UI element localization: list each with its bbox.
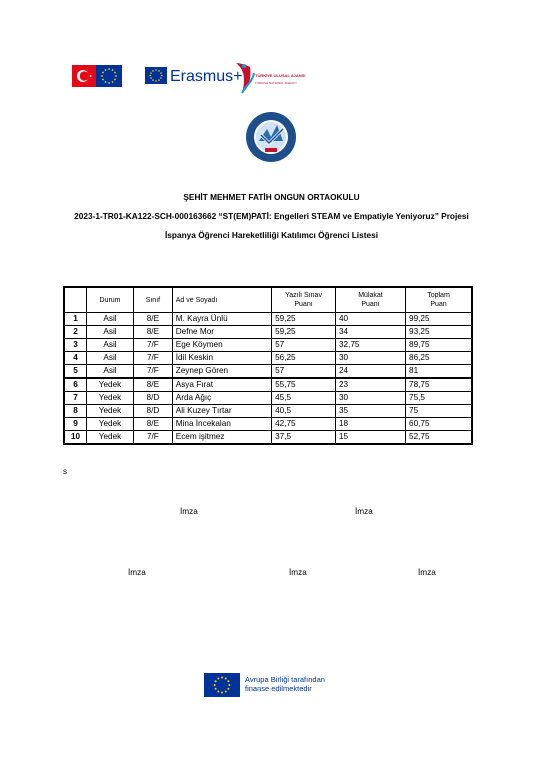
header-toplam-line2: Puan [430,301,447,308]
eu-flag-icon [96,65,122,87]
cell-yazili: 57 [272,365,336,379]
signature-label: İmza [418,568,436,577]
signature-label: İmza [180,507,198,516]
cell-no: 3 [64,339,86,352]
cell-no: 5 [64,365,86,379]
cell-sinif: 8/E [134,378,173,392]
cell-yazili: 42,75 [272,418,336,431]
header-mulakat [335,287,405,313]
cell-mulakat: 30 [335,352,405,365]
cell-mulakat: 35 [335,405,405,418]
cell-sinif: 7/F [134,339,173,352]
cell-no: 9 [64,418,86,431]
table-header-row [64,287,472,313]
eu-funding-line2: finanse edilmektedir [245,684,312,693]
cell-durum: Yedek [86,418,133,431]
cell-yazili: 56,25 [272,352,336,365]
participant-table [63,286,473,445]
header-sinif: Sınıf [134,287,173,313]
cell-sinif: 8/E [134,313,173,326]
cell-durum: Asil [86,339,133,352]
cell-ad: Ege Köymen [172,339,271,352]
cell-mulakat: 23 [335,378,405,392]
header-yazili [272,287,336,313]
eu-funding-text [245,675,325,693]
cell-durum: Asil [86,313,133,326]
cell-toplam: 99,25 [406,313,472,326]
cell-yazili: 37,5 [272,431,336,445]
header-yazili-line2: Puanı [294,301,313,308]
cell-yazili: 55,75 [272,378,336,392]
turkish-national-agency-logo [232,59,304,99]
agency-name: TÜRKİYE ULUSAL AJANSI [255,73,306,78]
cell-no: 4 [64,352,86,365]
eu-funding-line1: Avrupa Birliği tarafından [245,675,325,684]
school-name-heading: ŞEHİT MEHMET FATİH ONGUN ORTAOKULU [183,192,360,202]
cell-sinif: 8/E [134,326,173,339]
cell-durum: Asil [86,326,133,339]
table-row [64,378,472,392]
cell-yazili: 45,5 [272,392,336,405]
cell-yazili: 57 [272,339,336,352]
cell-mulakat: 34 [335,326,405,339]
cell-sinif: 8/D [134,392,173,405]
turkey-flag-icon [72,65,98,87]
cell-ad: Ecem işitmez [172,431,271,445]
cell-no: 1 [64,313,86,326]
table-row [64,431,472,445]
cell-ad: M. Kayra Ünlü [172,313,271,326]
cell-no: 8 [64,405,86,418]
school-seal-icon [245,111,297,163]
table-row [64,405,472,418]
cell-mulakat: 40 [335,313,405,326]
cell-sinif: 7/F [134,352,173,365]
cell-no: 10 [64,431,86,445]
table-row [64,326,472,339]
table-row [64,365,472,379]
header-yazili-line1: Yazılı Sınav [285,292,322,299]
cell-durum: Asil [86,365,133,379]
signature-label: İmza [289,568,307,577]
header-toplam-line1: Toplam [427,292,450,299]
header-mulakat-line1: Mülakat [358,292,383,299]
agency-name-en: TURKISH NATIONAL AGENCY [255,81,298,85]
cell-sinif: 7/F [134,431,173,445]
header-no [64,287,86,313]
cell-ad: İdil Keskin [172,352,271,365]
table-row [64,313,472,326]
list-title-heading: İspanya Öğrenci Hareketliliği Katılımcı Öğrenci Listesi [164,230,379,240]
erasmus-eu-flag-icon [145,67,167,84]
cell-ad: Mina İncekalan [172,418,271,431]
cell-mulakat: 15 [335,431,405,445]
cell-ad: Zeynep Gören [172,365,271,379]
cell-toplam: 78,75 [406,378,472,392]
cell-yazili: 40,5 [272,405,336,418]
cell-toplam: 81 [406,365,472,379]
cell-durum: Yedek [86,392,133,405]
cell-sinif: 7/F [134,365,173,379]
cell-mulakat: 30 [335,392,405,405]
stray-text: s [63,467,67,476]
cell-no: 7 [64,392,86,405]
erasmus-logo-text: Erasmus+ [170,68,243,85]
cell-ad: Arda Ağıç [172,392,271,405]
cell-durum: Yedek [86,431,133,445]
cell-toplam: 75 [406,405,472,418]
cell-toplam: 60,75 [406,418,472,431]
cell-toplam: 86,25 [406,352,472,365]
cell-mulakat: 18 [335,418,405,431]
cell-sinif: 8/D [134,405,173,418]
cell-toplam: 52,75 [406,431,472,445]
cell-yazili: 59,25 [272,313,336,326]
cell-toplam: 89,75 [406,339,472,352]
cell-toplam: 75,5 [406,392,472,405]
cell-sinif: 8/E [134,418,173,431]
cell-no: 6 [64,378,86,392]
header-mulakat-line2: Puanı [361,301,380,308]
cell-durum: Yedek [86,405,133,418]
table-row [64,339,472,352]
signature-label: İmza [355,507,373,516]
header-durum: Durum [86,287,133,313]
signature-label: İmza [128,568,146,577]
cell-toplam: 93,25 [406,326,472,339]
cell-durum: Yedek [86,378,133,392]
table-row [64,352,472,365]
cell-ad: Asya Fırat [172,378,271,392]
cell-durum: Asil [86,352,133,365]
cell-mulakat: 24 [335,365,405,379]
cell-yazili: 59,25 [272,326,336,339]
table-row [64,418,472,431]
table-row [64,392,472,405]
header-ad: Ad ve Soyadı [172,287,271,313]
cell-ad: Ali Kuzey Tırtar [172,405,271,418]
eu-funding-flag-icon [204,673,240,697]
cell-mulakat: 32,75 [335,339,405,352]
header-toplam [406,287,472,313]
project-heading: 2023-1-TR01-KA122-SCH-000163662 “ST(EM)PATİ: Engelleri STEAM ve Empatiyle Yeniyoruz” Projesi [74,211,469,221]
cell-no: 2 [64,326,86,339]
cell-ad: Defne Mor [172,326,271,339]
